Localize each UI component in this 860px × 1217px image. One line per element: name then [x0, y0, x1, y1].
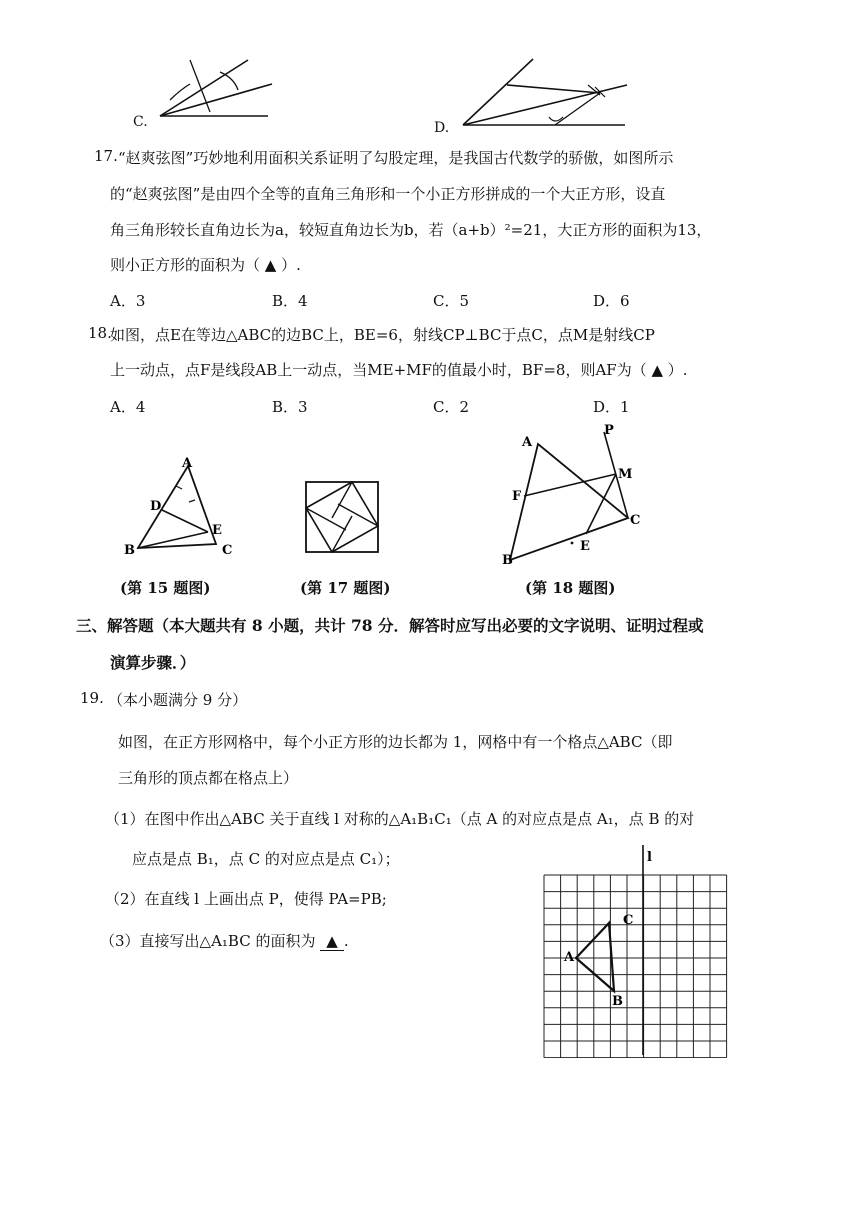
q19-answer-blank: ▲	[320, 932, 344, 951]
fig18-label-c: C	[630, 513, 641, 528]
q19-part-1-line-2: 应点是点 B₁，点 C 的对应点是点 C₁）；	[132, 850, 400, 868]
fig18-caption: (第 18 题图)	[525, 579, 616, 597]
q17-line-1: “赵爽弦图”巧妙地利用面积关系证明了勾股定理，是我国古代数学的骄傲，如图所示	[118, 149, 674, 167]
fig18-label-a: A	[522, 435, 533, 450]
q17-line-4: 则小正方形的面积为（ ▲ ）.	[110, 256, 301, 274]
grid-label-b: B	[612, 994, 623, 1009]
fig18-label-m: M	[618, 467, 633, 482]
q17-option-b: B．4	[272, 292, 308, 310]
triangle-abc	[576, 923, 614, 991]
q17-option-c: C．5	[433, 292, 470, 310]
figure-18	[496, 422, 656, 572]
q19-part-3	[100, 930, 349, 951]
fig15-caption: (第 15 题图)	[120, 579, 211, 597]
q18-option-c: C．2	[433, 398, 470, 416]
option-d-label: D.	[434, 120, 450, 136]
q18-number: 18.	[88, 324, 112, 342]
q18-option-d: D．1	[593, 398, 630, 416]
q18-option-a: A．4	[110, 398, 146, 416]
option-c-figure	[150, 50, 280, 130]
fig18-label-e: E	[580, 539, 590, 554]
grid-lines	[544, 875, 727, 1058]
q17-line-3: 角三角形较长直角边长为a，较短直角边长为b，若（a+b）²=21，大正方形的面积为13，	[110, 221, 712, 239]
fig15-label-e: E	[212, 523, 222, 538]
q17-line-2: 的“赵爽弦图”是由四个全等的直角三角形和一个小正方形拼成的一个大正方形，设直	[110, 185, 666, 203]
q19-part-2: （2）在直线 l 上画出点 P，使得 PA=PB;	[105, 890, 387, 908]
fig18-label-f: F	[512, 489, 522, 504]
fig15-label-b: B	[124, 543, 135, 558]
q18-line-1: 如图，点E在等边△ABC的边BC上，BE=6，射线CP⊥BC于点C，点M是射线CP	[110, 326, 655, 344]
q17-number: 17.	[94, 147, 118, 165]
q19-intro-2: 三角形的顶点都在格点上）	[118, 769, 299, 787]
option-c-label: C.	[133, 114, 148, 130]
q19-number: 19.	[80, 689, 104, 707]
grid-label-l: l	[647, 850, 652, 865]
q19-part-3-prefix: （3）直接写出△A₁BC 的面积为	[100, 932, 316, 950]
q18-option-b: B．3	[272, 398, 308, 416]
grid-label-c: C	[623, 913, 634, 928]
q19-intro-1: 如图，在正方形网格中，每个小正方形的边长都为 1，网格中有一个格点△ABC（即	[118, 733, 673, 751]
q19-grid-figure	[536, 843, 736, 1058]
figure-15	[118, 452, 248, 562]
fig15-label-c: C	[222, 543, 233, 558]
section-3-heading: 三、解答题（本大题共有 8 小题，共计 78 分．解答时应写出必要的文字说明、证明过程或	[76, 616, 704, 635]
grid-label-a: A	[564, 950, 575, 965]
fig18-label-b: B	[502, 553, 513, 568]
q19-part-1-line-1: （1）在图中作出△ABC 关于直线 l 对称的△A₁B₁C₁（点 A 的对应点是点 A₁，点 B 的对	[105, 810, 695, 828]
fig18-label-p: P	[604, 423, 614, 438]
q17-option-d: D．6	[593, 292, 630, 310]
q19-score: （本小题满分 9 分）	[108, 691, 248, 709]
option-d-figure	[455, 55, 645, 135]
section-3-heading-cont: 演算步骤．）	[110, 653, 196, 672]
q17-option-a: A．3	[110, 292, 146, 310]
figure-17	[302, 478, 382, 556]
fig15-label-a: A	[182, 456, 193, 471]
fig17-caption: (第 17 题图)	[300, 579, 391, 597]
q19-part-3-suffix: .	[343, 932, 349, 950]
q18-line-2: 上一动点，点F是线段AB上一动点，当ME+MF的值最小时，BF=8，则AF为（ ▲ ）.	[110, 361, 688, 379]
fig15-label-d: D	[150, 499, 162, 514]
